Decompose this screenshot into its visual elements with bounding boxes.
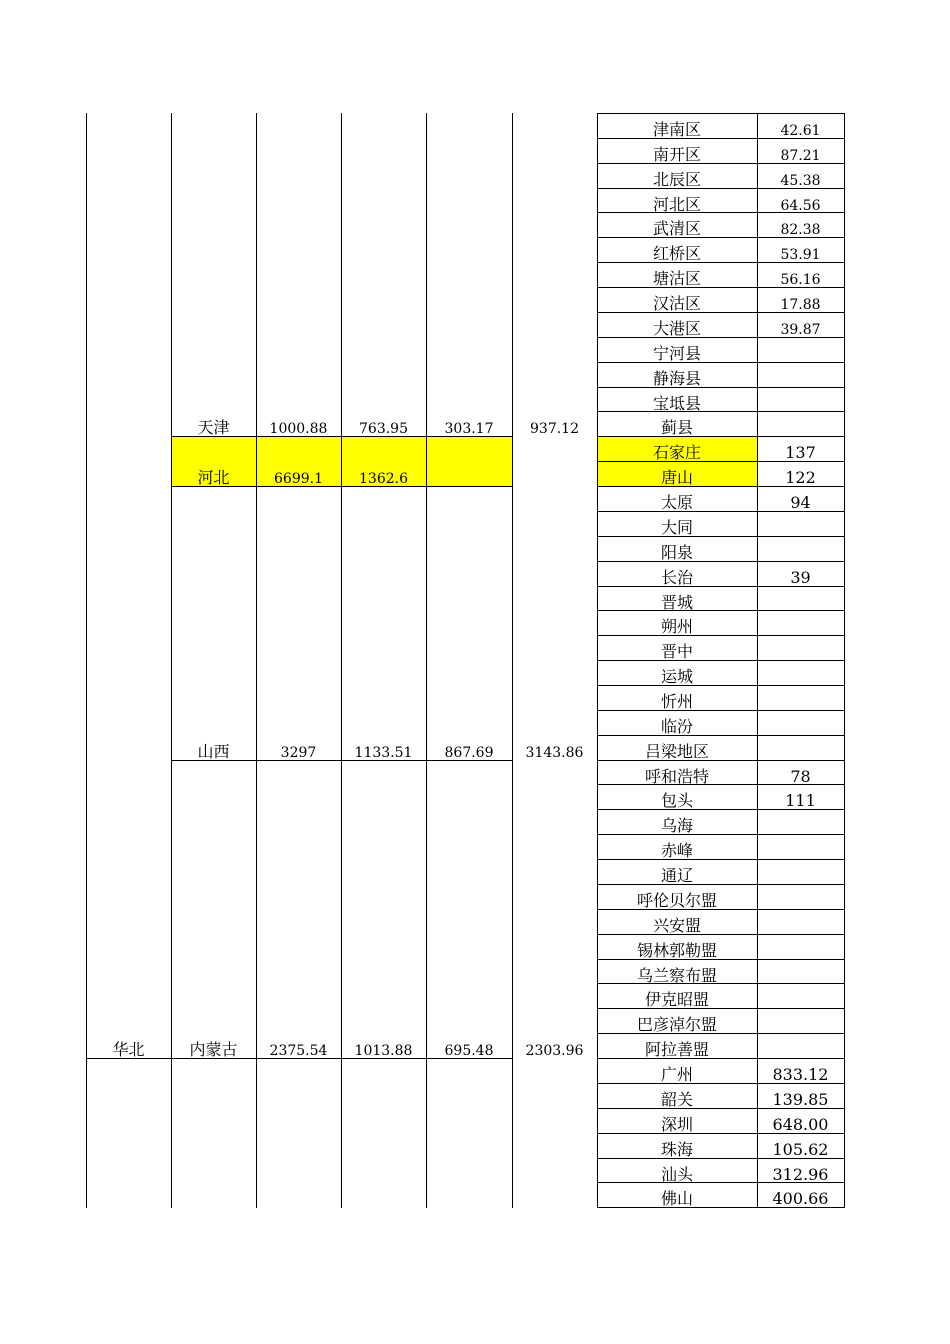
- city-value[interactable]: [757, 859, 844, 887]
- city-name[interactable]: 红桥区: [652, 244, 701, 263]
- city-name[interactable]: 包头: [660, 791, 693, 810]
- province-value-3[interactable]: 695.48: [444, 1043, 494, 1059]
- region-name[interactable]: 华北: [112, 1040, 145, 1059]
- city-value[interactable]: [757, 884, 844, 912]
- city-name[interactable]: 运城: [660, 667, 693, 686]
- city-name[interactable]: 乌海: [660, 816, 693, 835]
- city-value[interactable]: [757, 685, 844, 713]
- city-value[interactable]: 312.96: [772, 1165, 829, 1184]
- city-name[interactable]: 宁河县: [652, 344, 701, 363]
- city-name[interactable]: 北辰区: [652, 170, 701, 189]
- city-value[interactable]: [757, 610, 844, 638]
- city-value[interactable]: [757, 660, 844, 688]
- city-value[interactable]: 17.88: [780, 297, 821, 313]
- city-value[interactable]: 122: [785, 468, 816, 487]
- city-name[interactable]: 石家庄: [652, 443, 701, 462]
- city-value[interactable]: [757, 536, 844, 564]
- province-value-2[interactable]: 763.95: [359, 421, 408, 437]
- city-value[interactable]: 105.62: [772, 1140, 829, 1159]
- city-name[interactable]: 深圳: [660, 1115, 693, 1134]
- city-value[interactable]: [757, 934, 844, 962]
- province-value-2[interactable]: 1133.51: [354, 745, 413, 761]
- city-name[interactable]: 韶关: [660, 1090, 693, 1109]
- city-name[interactable]: 武清区: [652, 219, 701, 238]
- city-value[interactable]: 833.12: [772, 1065, 829, 1084]
- city-name[interactable]: 阳泉: [660, 543, 693, 562]
- city-name[interactable]: 汕头: [660, 1165, 693, 1184]
- city-name[interactable]: 津南区: [652, 120, 701, 139]
- province-name[interactable]: 河北: [197, 468, 230, 487]
- city-name[interactable]: 临汾: [660, 717, 693, 736]
- province-value-1[interactable]: 6699.1: [274, 471, 323, 487]
- city-name[interactable]: 静海县: [652, 369, 701, 388]
- city-name[interactable]: 赤峰: [660, 841, 693, 860]
- city-name[interactable]: 大同: [660, 518, 693, 537]
- city-name[interactable]: 呼和浩特: [644, 767, 709, 786]
- city-value[interactable]: 53.91: [780, 247, 821, 263]
- city-name[interactable]: 巴彦淖尔盟: [636, 1015, 717, 1034]
- city-value[interactable]: 42.61: [780, 123, 821, 139]
- city-value[interactable]: 139.85: [772, 1090, 829, 1109]
- city-name[interactable]: 珠海: [660, 1140, 693, 1159]
- province-value-2[interactable]: 1362.6: [359, 471, 408, 487]
- city-value[interactable]: [757, 909, 844, 937]
- city-value[interactable]: 64.56: [780, 198, 821, 214]
- city-name[interactable]: 忻州: [660, 692, 693, 711]
- city-value[interactable]: [757, 983, 844, 1011]
- city-name[interactable]: 乌兰察布盟: [636, 966, 717, 985]
- province-value-4[interactable]: [512, 461, 597, 490]
- province-value-4[interactable]: 3143.86: [525, 745, 584, 761]
- city-value[interactable]: 45.38: [780, 173, 821, 189]
- city-name[interactable]: 长治: [660, 568, 693, 587]
- city-value[interactable]: [757, 809, 844, 837]
- city-value[interactable]: 648.00: [772, 1115, 829, 1134]
- city-name[interactable]: 兴安盟: [652, 916, 701, 935]
- city-name[interactable]: 佛山: [660, 1189, 693, 1208]
- city-name[interactable]: 汉沽区: [652, 294, 701, 313]
- city-value[interactable]: [757, 710, 844, 738]
- city-name[interactable]: 河北区: [652, 195, 701, 214]
- city-name[interactable]: 阿拉善盟: [644, 1040, 709, 1059]
- city-name[interactable]: 大港区: [652, 319, 701, 338]
- province-value-3[interactable]: 303.17: [444, 421, 494, 437]
- city-name[interactable]: 广州: [660, 1065, 693, 1084]
- province-value-4[interactable]: 937.12: [530, 421, 579, 437]
- city-value[interactable]: 87.21: [780, 148, 821, 164]
- province-value-4[interactable]: 2303.96: [525, 1043, 584, 1059]
- city-value[interactable]: 400.66: [772, 1189, 829, 1208]
- city-value[interactable]: [757, 735, 844, 763]
- city-value[interactable]: 39.87: [780, 322, 821, 338]
- province-value-3[interactable]: 867.69: [444, 745, 494, 761]
- city-name[interactable]: 锡林郭勒盟: [636, 941, 717, 960]
- city-value[interactable]: 82.38: [780, 222, 821, 238]
- province-value-3[interactable]: [426, 461, 512, 490]
- city-name[interactable]: 塘沽区: [652, 269, 701, 288]
- city-name[interactable]: 晋中: [660, 642, 693, 661]
- province-name[interactable]: 内蒙古: [189, 1040, 238, 1059]
- city-value[interactable]: [757, 834, 844, 862]
- city-name[interactable]: 吕梁地区: [644, 742, 709, 761]
- province-value-1[interactable]: 1000.88: [269, 421, 328, 437]
- city-value[interactable]: 137: [785, 443, 816, 462]
- city-name[interactable]: 南开区: [652, 145, 701, 164]
- city-value[interactable]: 39: [790, 568, 811, 587]
- city-name[interactable]: 朔州: [660, 617, 693, 636]
- city-name[interactable]: 通辽: [660, 866, 693, 885]
- city-value[interactable]: 56.16: [780, 272, 821, 288]
- city-name[interactable]: 伊克昭盟: [644, 990, 709, 1009]
- city-value[interactable]: [757, 1033, 844, 1061]
- city-name[interactable]: 呼伦贝尔盟: [636, 891, 717, 910]
- city-value[interactable]: [757, 511, 844, 539]
- province-name[interactable]: 山西: [197, 742, 230, 761]
- province-value-1[interactable]: 2375.54: [269, 1043, 328, 1059]
- city-value[interactable]: [757, 1008, 844, 1036]
- province-value-2[interactable]: 1013.88: [354, 1043, 413, 1059]
- city-name[interactable]: 宝坻县: [652, 394, 701, 413]
- province-value-1[interactable]: 3297: [280, 745, 317, 761]
- city-name[interactable]: 蓟县: [660, 418, 693, 437]
- city-value[interactable]: 78: [790, 767, 811, 786]
- city-name[interactable]: 太原: [660, 493, 693, 512]
- city-name[interactable]: 晋城: [660, 593, 693, 612]
- city-name[interactable]: 唐山: [660, 468, 693, 487]
- province-name[interactable]: 天津: [197, 418, 230, 437]
- city-value[interactable]: 111: [785, 791, 816, 810]
- city-value[interactable]: 94: [790, 493, 811, 512]
- city-value[interactable]: [757, 635, 844, 663]
